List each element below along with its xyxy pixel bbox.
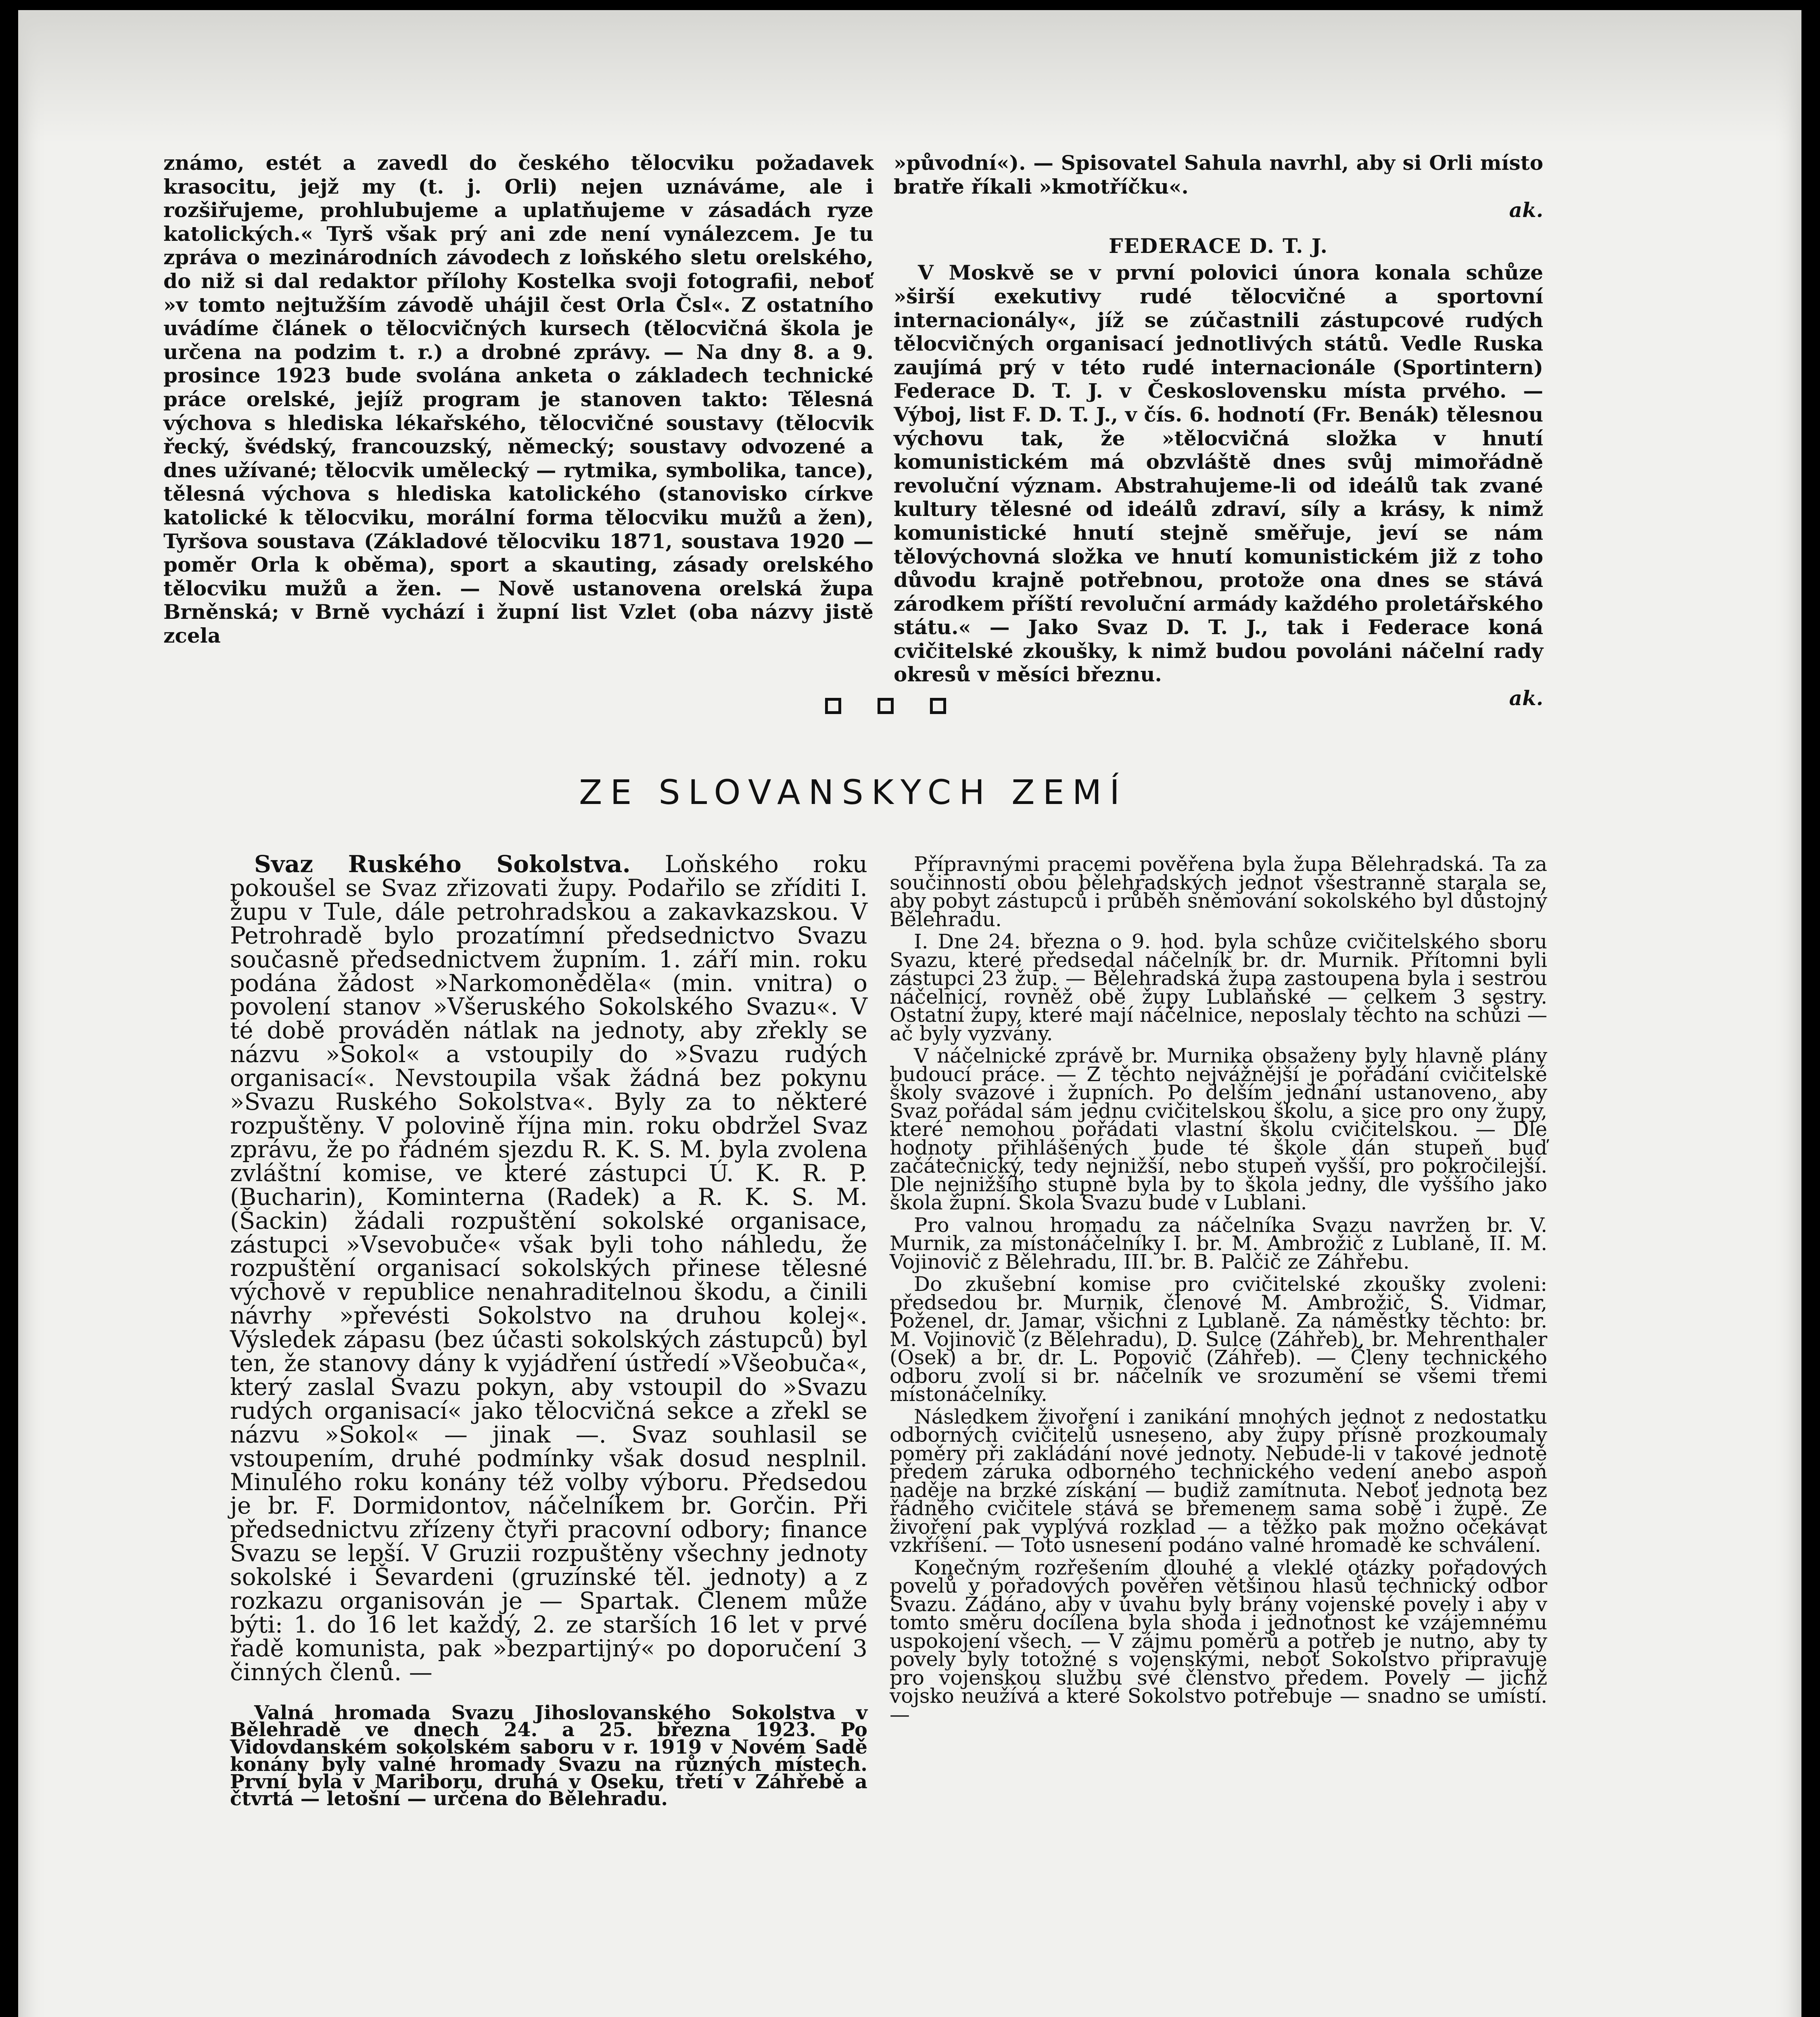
- square-ornament-icon: [930, 698, 946, 714]
- top-left-column: [163, 151, 873, 647]
- scanned-page: [18, 10, 1801, 2017]
- paragraph: V náčelnické zprávě br. Murnika obsaženy byly hlavně plány budoucí práce. — Z těchto nejvážnější je pořádání cvičitelské školy svazové i župních. Po delším jednání ustanoveno, aby Svaz pořádal sám jednu cvičitelskou školu, a sice pro ony župy, které nemohou pořádati vlastní školu cvičitelskou. — Dle hodnoty přihlášených bude té škole dán stupeň buď začátečnický, tedy nejnižší, nebo stupeň vyšší, pro pokročilejší. Dle nejnižšího stupně byla by to škola jedny, dle vyššího jako škola župní. Škola Svazu bude v Lublani.: [890, 1044, 1547, 1214]
- scan-shadow: [18, 10, 1801, 143]
- paragraph: Do zkušební komise pro cvičitelské zkoušky zvoleni: předsedou br. Murnik, členové M. Ambrožič, S. Vidmar, Poženel, dr. Jamar, všichni z Lublaně. Za náměstky těchto: br. M. Vojinovič (z Bělehradu), D. Šulce (Záhřeb), br. Mehrenthaler (Osek) a br. dr. L. Popovič (Záhřeb). — Členy technického odboru zvolí si br. náčelník ve srozumění se všemi třemi místonáčelníky.: [890, 1272, 1547, 1406]
- paragraph: Přípravnými pracemi pověřena byla župa Bělehradská. Ta za součinnosti obou bělehradských jednot všestranně starala se, aby pobyt zástupců i průběh sněmování sokolského byl důstojný Bělehradu.: [890, 852, 1547, 931]
- top-right-paragraph-1: »původní«). — Spisovatel Sahula navrhl, aby si Orli místo bratře říkali »kmotříčku«.: [894, 151, 1543, 198]
- paragraph: Následkem živoření i zanikání mnohých jednot z nedostatku odborných cvičitelů usneseno, aby župy přísně prozkoumaly poměry při zakládání nové jednoty. Nebude-li v takové jednotě předem záruka odborného technického vedení anebo aspoň naděje na brzké získání — budiž zamítnuta. Neboť jednota bez řádného cvičitele stává se břemenem sama sobě i župě. Ze živoření pak vyplývá rozklad — a těžko pak možno očekávat vzkříšení. — Toto usnesení podáno valné hromadě ke schválení.: [890, 1405, 1547, 1557]
- bottom-right-column: [890, 852, 1547, 1728]
- section-divider: [825, 698, 946, 718]
- top-right-column: [894, 151, 1543, 710]
- bottom-left-column: [230, 852, 867, 1808]
- sokolstvo-paragraph: [230, 852, 867, 1684]
- top-right-paragraph-2: V Moskvě se v první polovici února konala schůze »širší exekutivy rudé tělocvičné a sportovní internacionály«, jíž se zúčastnili zástupcové rudých tělocvičných organisací jednotlivých států. Vedle Ruska zaujímá prý v této rudé internacionále (Sportintern) Federace D. T. J. v Československu místa prvého. — Výboj, list F. D. T. J., v čís. 6. hodnotí (Fr. Benák) tělesnou výchovu tak, že »tělocvičná složka v hnutí komunistickém má obzvláště dnes svůj mimořádně revoluční význam. Abstrahujeme-li od ideálů tak zvané kultury tělesné od ideálů zdraví, síly a krásy, k nimž komunistické hnutí stejně směřuje, jeví se nám tělovýchovná složka ve hnutí komunistickém již z toho důvodu krajně potřebnou, protože ona dnes se stává zárodkem příští revoluční armády každého proletářského státu.« — Jako Svaz D. T. J., tak i Federace koná cvičitelské zkoušky, k nimž budou povoláni náčelní rady okresů v měsíci březnu.: [894, 261, 1543, 687]
- author-signature: ak.: [1509, 686, 1543, 710]
- paragraph: Konečným rozřešením dlouhé a vleklé otázky pořadových povelů v pořadových pověřen většinou hlasů technický odbor Svazu. Žádáno, aby v úvahu byly brány vojenské povely i aby v tomto směru docílena byla shoda i jednotnost ke vzájemnému uspokojení všech. — V zájmu poměrů a potřeb je nutno, aby ty povely byly totožné s vojenskými, neboť Sokolstvo připravuje pro vojenskou službu své členstvo předem. Povely — jichž vojsko neužívá a které Sokolstvo potřebuje — snadno se umístí. —: [890, 1556, 1547, 1726]
- paragraph-lead: Svaz Ruského Sokolstva.: [254, 850, 631, 878]
- author-signature: ak.: [1509, 198, 1543, 222]
- section-title: ZE SLOVANSKYCH ZEMÍ: [579, 773, 1128, 812]
- federace-heading: FEDERACE D. T. J.: [1109, 234, 1328, 258]
- paragraph: Pro valnou hromadu za náčelníka Svazu navržen br. V. Murnik, za místonáčelníky I. br. M. Ambrožič z Lublaně, II. M. Vojinovič z Bělehradu, III. br. B. Palčič ze Záhřebu.: [890, 1213, 1547, 1274]
- top-left-paragraph: známo, estét a zavedl do českého tělocviku požadavek krasocitu, jejž my (t. j. Orli) nejen uznáváme, ale i rozšiřujeme, prohlubujeme a uplatňujeme v zásadách ryze katolických.« Tyrš však prý ani zde není vynálezcem. Je tu zpráva o mezinárodních závodech z loňského sletu orelského, do niž si dal redaktor přílohy Kostelka svoji fotografii, neboť »v tomto nejtužším závodě uhájil čest Orla Čsl«. Z ostatního uvádíme článek o tělocvičných kursech (tělocvičná škola je určena na podzim t. r.) a drobné zprávy. — Na dny 8. a 9. prosince 1923 bude svolána anketa o základech technické práce orelské, jejíž program je stanoven takto: Tělesná výchova s hlediska lékařského, tělocvičné soustavy (tělocvik řecký, švédský, francouzský, německý; soustavy odvozené a dnes užívané; tělocvik umělecký — rytmika, symbolika, tance), tělesná výchova s hlediska katolického (stanovisko církve katolické k tělocviku, morální forma tělocviku mužů a žen), Tyršova soustava (Základové tělocviku 1871, soustava 1920 — poměr Orla k oběma), sport a skauting, zásady orelského tělocviku mužů a žen. — Nově ustanovena orelská župa Brněnská; v Brně vychází i župní list Vzlet (oba názvy jistě zcela: [163, 151, 873, 647]
- square-ornament-icon: [878, 698, 894, 714]
- paragraph-body: Loňského roku pokoušel se Svaz zřizovati župy. Podařilo se zříditi I. župu v Tule, dále petrohradskou a zakavkazskou. V Petrohradě bylo prozatímní předsednictvo Svazu současně předsednictvem župním. 1. září min. roku podána žádost »Narkomoněděla« (min. vnitra) o povolení stanov »Všeruského Sokolského Svazu«. V té době prováděn nátlak na jednoty, aby zřekly se názvu »Sokol« a vstoupily do »Svazu rudých organisací«. Nevstoupila však žádná bez pokynu »Svazu Ruského Sokolstva«. Byly za to některé rozpuštěny. V polovině října min. roku obdržel Svaz zprávu, že po řádném sjezdu R. K. S. M. byla zvolena zvláštní komise, ve které zástupci Ú. K. R. P. (Bucharin), Kominterna (Radek) a R. K. S. M. (Šackin) žádali rozpuštění sokolské organisace, zástupci »Vsevobuče« však byli toho náhledu, že rozpuštění organisací sokolských přinese tělesné výchově v republice nenahraditelnou škodu, a činili návrhy »převésti Sokolstvo na druhou kolej«. Výsledek zápasu (bez účasti sokolských zástupců) byl ten, že stanovy dány k vyjádření ústředí »Všeobuča«, který zaslal Svazu pokyn, aby vstoupil do »Svazu rudých organisací« jako tělocvičná sekce a zřekl se názvu »Sokol« — jinak —. Svaz souhlasil se vstoupením, druhé podmínky však dosud nesplnil. Minulého roku konány též volby výboru. Předsedou je br. F. Dormidontov, náčelníkem br. Gorčin. Při předsednictvu zřízeny čtyři pracovní odbory; finance Svazu se lepší. V Gruzii rozpuštěny všechny jednoty sokolské i Ševardeni (gruzínské těl. jednoty) a z rozkazu organisován je — Spartak. Členem může býti: 1. do 16 let každý, 2. ze starších 16 let v prvé řadě komunista, pak »bezpartijný« po doporučení 3 činných členů. —: [230, 850, 867, 1686]
- paragraph: I. Dne 24. března o 9. hod. byla schůze cvičitelského sboru Svazu, které předsedal náčelník br. dr. Murnik. Přítomni byli zástupci 23 žup. — Bělehradská župa zastoupena byla i sestrou náčelnicí, rovněž obě župy Lublaňské — celkem 3 sestry. Ostatní župy, které mají náčelnice, neposlaly těchto na schůzi — ač byly vyzvány.: [890, 930, 1547, 1045]
- square-ornament-icon: [825, 698, 841, 714]
- valna-hromada-paragraph: Valná hromada Svazu Jihoslovanského Sokolstva v Bělehradě ve dnech 24. a 25. března 1923. Po Vidovdanském sokolském saboru v r. 1919 v Novém Sadě konány byly valné hromady Svazu na různých místech. První byla v Mariboru, druhá v Oseku, třetí v Záhřebě a čtvrtá — letošní — určena do Bělehradu.: [230, 1701, 867, 1810]
